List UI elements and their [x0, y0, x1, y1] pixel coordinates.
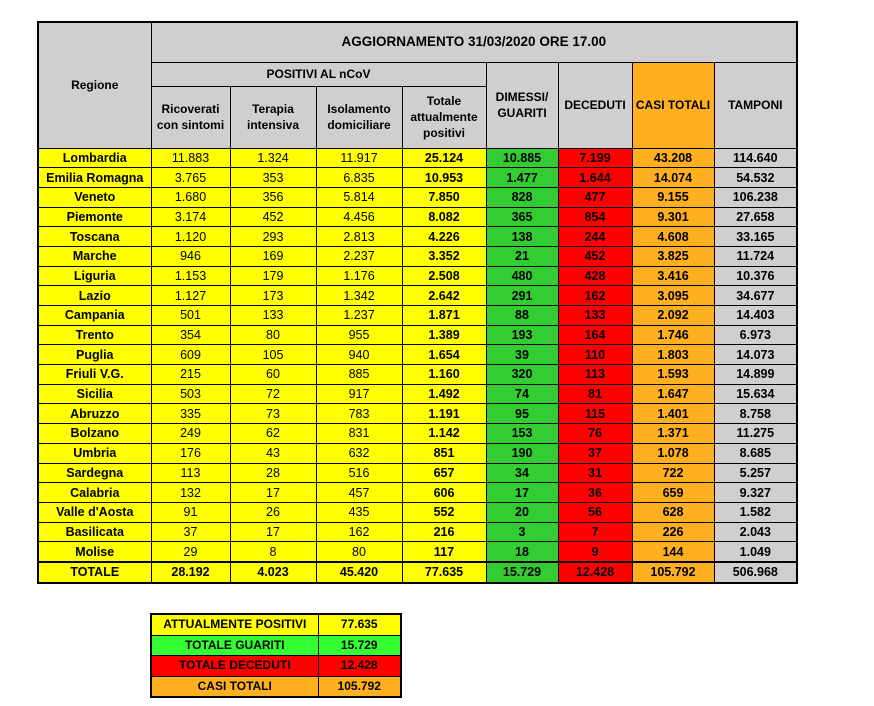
cell-deceduti: 81: [558, 384, 632, 404]
cell-totale-positivi: 2.642: [402, 286, 486, 306]
cell-totale-positivi: 8.082: [402, 207, 486, 227]
cell-tamponi: 14.403: [714, 306, 797, 326]
cell-terapia: 62: [230, 424, 316, 444]
cell-isolamento: 1.176: [316, 266, 402, 286]
cell-ricoverati: 609: [151, 345, 230, 365]
summary-label: TOTALE GUARITI: [151, 635, 318, 656]
cell-casi-totali: 1.746: [632, 325, 714, 345]
table-row: [38, 443, 797, 463]
cell-tamponi: 106.238: [714, 187, 797, 207]
cell-guariti: 153: [486, 424, 558, 444]
cell-guariti: 15.729: [486, 562, 558, 583]
cell-terapia: 105: [230, 345, 316, 365]
cell-isolamento: 2.813: [316, 227, 402, 247]
cell-guariti: 365: [486, 207, 558, 227]
cell-isolamento: 632: [316, 443, 402, 463]
cell-totale-positivi: 851: [402, 443, 486, 463]
table-row: [38, 168, 797, 188]
cell-totale-positivi: 4.226: [402, 227, 486, 247]
cell-ricoverati: 28.192: [151, 562, 230, 583]
cell-totale-positivi: 3.352: [402, 246, 486, 266]
cell-tamponi: 8.758: [714, 404, 797, 424]
table-row: [38, 207, 797, 227]
cell-ricoverati: 3.765: [151, 168, 230, 188]
header-deceduti: DECEDUTI: [558, 62, 632, 148]
cell-regione: Marche: [38, 246, 151, 266]
cell-totale-positivi: 1.654: [402, 345, 486, 365]
cell-totale-positivi: 657: [402, 463, 486, 483]
cell-regione: Trento: [38, 325, 151, 345]
cell-isolamento: 5.814: [316, 187, 402, 207]
cell-terapia: 179: [230, 266, 316, 286]
cell-guariti: 88: [486, 306, 558, 326]
cell-casi-totali: 226: [632, 522, 714, 542]
table-row: [38, 325, 797, 345]
cell-ricoverati: 1.153: [151, 266, 230, 286]
cell-isolamento: 80: [316, 542, 402, 562]
cell-terapia: 169: [230, 246, 316, 266]
cell-ricoverati: 1.120: [151, 227, 230, 247]
cell-tamponi: 6.973: [714, 325, 797, 345]
cell-regione: Abruzzo: [38, 404, 151, 424]
table-row: [38, 306, 797, 326]
cell-deceduti: 37: [558, 443, 632, 463]
summary-label: ATTUALMENTE POSITIVI: [151, 614, 318, 635]
cell-ricoverati: 11.883: [151, 148, 230, 168]
table-row: [38, 404, 797, 424]
cell-ricoverati: 1.127: [151, 286, 230, 306]
cell-tamponi: 11.724: [714, 246, 797, 266]
cell-casi-totali: 1.803: [632, 345, 714, 365]
header-positivi-group: POSITIVI AL nCoV: [151, 62, 486, 86]
cell-deceduti: 477: [558, 187, 632, 207]
cell-deceduti: 7: [558, 522, 632, 542]
cell-totale-positivi: 25.124: [402, 148, 486, 168]
cell-deceduti: 115: [558, 404, 632, 424]
cell-casi-totali: 3.825: [632, 246, 714, 266]
cell-totale-positivi: 117: [402, 542, 486, 562]
cell-regione: Valle d'Aosta: [38, 502, 151, 522]
header-casi-totali: CASI TOTALI: [632, 62, 714, 148]
cell-isolamento: 516: [316, 463, 402, 483]
cell-guariti: 21: [486, 246, 558, 266]
cell-deceduti: 9: [558, 542, 632, 562]
cell-casi-totali: 628: [632, 502, 714, 522]
cell-casi-totali: 14.074: [632, 168, 714, 188]
cell-deceduti: 452: [558, 246, 632, 266]
table-row: [38, 266, 797, 286]
cell-regione: Umbria: [38, 443, 151, 463]
cell-regione: Friuli V.G.: [38, 365, 151, 385]
cell-guariti: 138: [486, 227, 558, 247]
cell-regione: Toscana: [38, 227, 151, 247]
cell-terapia: 353: [230, 168, 316, 188]
cell-terapia: 452: [230, 207, 316, 227]
cell-ricoverati: 215: [151, 365, 230, 385]
cell-regione: Sicilia: [38, 384, 151, 404]
header-regione: Regione: [38, 22, 151, 148]
cell-ricoverati: 3.174: [151, 207, 230, 227]
cell-totale-positivi: 1.871: [402, 306, 486, 326]
cell-casi-totali: 1.593: [632, 365, 714, 385]
cell-ricoverati: 503: [151, 384, 230, 404]
cell-tamponi: 15.634: [714, 384, 797, 404]
cell-isolamento: 940: [316, 345, 402, 365]
cell-ricoverati: 176: [151, 443, 230, 463]
cell-regione: Basilicata: [38, 522, 151, 542]
header-dimessi-guariti: DIMESSI/ GUARITI: [486, 62, 558, 148]
table-row: [38, 345, 797, 365]
cell-deceduti: 244: [558, 227, 632, 247]
cell-terapia: 1.324: [230, 148, 316, 168]
cell-ricoverati: 946: [151, 246, 230, 266]
cell-isolamento: 955: [316, 325, 402, 345]
cell-tamponi: 2.043: [714, 522, 797, 542]
cell-regione: Molise: [38, 542, 151, 562]
cell-regione: Campania: [38, 306, 151, 326]
cell-guariti: 3: [486, 522, 558, 542]
cell-tamponi: 8.685: [714, 443, 797, 463]
header-isolamento: Isolamento domiciliare: [316, 86, 402, 148]
cell-regione: Bolzano: [38, 424, 151, 444]
cell-guariti: 193: [486, 325, 558, 345]
cell-guariti: 18: [486, 542, 558, 562]
cell-deceduti: 428: [558, 266, 632, 286]
cell-isolamento: 1.237: [316, 306, 402, 326]
cell-guariti: 320: [486, 365, 558, 385]
summary-row-deceduti: [151, 656, 401, 677]
cell-casi-totali: 105.792: [632, 562, 714, 583]
cell-isolamento: 831: [316, 424, 402, 444]
cell-isolamento: 457: [316, 483, 402, 503]
table-row: [38, 483, 797, 503]
cell-casi-totali: 9.155: [632, 187, 714, 207]
table-row: [38, 365, 797, 385]
cell-totale-positivi: 2.508: [402, 266, 486, 286]
cell-casi-totali: 659: [632, 483, 714, 503]
totale-row: [38, 562, 797, 583]
cell-totale-positivi: 10.953: [402, 168, 486, 188]
cell-tamponi: 27.658: [714, 207, 797, 227]
cell-ricoverati: 113: [151, 463, 230, 483]
cell-terapia: 356: [230, 187, 316, 207]
cell-casi-totali: 3.416: [632, 266, 714, 286]
cell-isolamento: 917: [316, 384, 402, 404]
table-row: [38, 384, 797, 404]
cell-casi-totali: 4.608: [632, 227, 714, 247]
cell-casi-totali: 1.371: [632, 424, 714, 444]
cell-terapia: 17: [230, 522, 316, 542]
cell-ricoverati: 91: [151, 502, 230, 522]
cell-tamponi: 14.073: [714, 345, 797, 365]
cell-isolamento: 4.456: [316, 207, 402, 227]
cell-tamponi: 10.376: [714, 266, 797, 286]
cell-terapia: 73: [230, 404, 316, 424]
cell-regione: Emilia Romagna: [38, 168, 151, 188]
cell-isolamento: 1.342: [316, 286, 402, 306]
cell-isolamento: 162: [316, 522, 402, 542]
cell-regione: Puglia: [38, 345, 151, 365]
cell-casi-totali: 9.301: [632, 207, 714, 227]
cell-regione: Veneto: [38, 187, 151, 207]
summary-row-positivi: [151, 614, 401, 635]
cell-tamponi: 114.640: [714, 148, 797, 168]
cell-casi-totali: 3.095: [632, 286, 714, 306]
cell-totale-positivi: 1.142: [402, 424, 486, 444]
summary-table: [150, 613, 402, 698]
cell-guariti: 39: [486, 345, 558, 365]
cell-tamponi: 54.532: [714, 168, 797, 188]
cell-tamponi: 506.968: [714, 562, 797, 583]
cell-deceduti: 133: [558, 306, 632, 326]
cell-ricoverati: 354: [151, 325, 230, 345]
cell-guariti: 291: [486, 286, 558, 306]
cell-ricoverati: 335: [151, 404, 230, 424]
cell-terapia: 72: [230, 384, 316, 404]
cell-deceduti: 113: [558, 365, 632, 385]
cell-casi-totali: 1.401: [632, 404, 714, 424]
cell-casi-totali: 43.208: [632, 148, 714, 168]
cell-terapia: 26: [230, 502, 316, 522]
cell-casi-totali: 1.078: [632, 443, 714, 463]
cell-guariti: 34: [486, 463, 558, 483]
cell-regione: Piemonte: [38, 207, 151, 227]
cell-isolamento: 783: [316, 404, 402, 424]
cell-terapia: 293: [230, 227, 316, 247]
cell-guariti: 17: [486, 483, 558, 503]
cell-guariti: 190: [486, 443, 558, 463]
cell-totale-positivi: 7.850: [402, 187, 486, 207]
cell-ricoverati: 37: [151, 522, 230, 542]
cell-ricoverati: 29: [151, 542, 230, 562]
cell-terapia: 60: [230, 365, 316, 385]
cell-deceduti: 162: [558, 286, 632, 306]
cell-deceduti: 1.644: [558, 168, 632, 188]
cell-tamponi: 34.677: [714, 286, 797, 306]
cell-totale-positivi: 77.635: [402, 562, 486, 583]
cell-casi-totali: 722: [632, 463, 714, 483]
cell-ricoverati: 249: [151, 424, 230, 444]
cell-deceduti: 164: [558, 325, 632, 345]
cell-deceduti: 854: [558, 207, 632, 227]
cell-regione: TOTALE: [38, 562, 151, 583]
table-row: [38, 227, 797, 247]
cell-isolamento: 6.835: [316, 168, 402, 188]
cell-guariti: 20: [486, 502, 558, 522]
cell-ricoverati: 132: [151, 483, 230, 503]
cell-tamponi: 1.049: [714, 542, 797, 562]
header-terapia-intensiva: Terapia intensiva: [230, 86, 316, 148]
cell-terapia: 43: [230, 443, 316, 463]
cell-terapia: 8: [230, 542, 316, 562]
cell-deceduti: 76: [558, 424, 632, 444]
cell-tamponi: 11.275: [714, 424, 797, 444]
cell-tamponi: 33.165: [714, 227, 797, 247]
cell-terapia: 133: [230, 306, 316, 326]
cell-deceduti: 12.428: [558, 562, 632, 583]
cell-guariti: 1.477: [486, 168, 558, 188]
cell-guariti: 828: [486, 187, 558, 207]
cell-tamponi: 1.582: [714, 502, 797, 522]
cell-terapia: 17: [230, 483, 316, 503]
table-row: [38, 187, 797, 207]
cell-casi-totali: 2.092: [632, 306, 714, 326]
cell-guariti: 480: [486, 266, 558, 286]
cell-guariti: 10.885: [486, 148, 558, 168]
cell-totale-positivi: 552: [402, 502, 486, 522]
cell-totale-positivi: 1.191: [402, 404, 486, 424]
cell-regione: Liguria: [38, 266, 151, 286]
cell-isolamento: 435: [316, 502, 402, 522]
cell-deceduti: 31: [558, 463, 632, 483]
summary-row-casi: [151, 676, 401, 697]
summary-value: 105.792: [318, 676, 401, 697]
table-body: [38, 148, 797, 583]
summary-value: 77.635: [318, 614, 401, 635]
cell-ricoverati: 501: [151, 306, 230, 326]
cell-isolamento: 2.237: [316, 246, 402, 266]
table-row: [38, 542, 797, 562]
cell-terapia: 4.023: [230, 562, 316, 583]
cell-regione: Calabria: [38, 483, 151, 503]
cell-deceduti: 7.199: [558, 148, 632, 168]
header-totale-positivi: Totale attualmente positivi: [402, 86, 486, 148]
table-row: [38, 502, 797, 522]
cell-regione: Lazio: [38, 286, 151, 306]
cell-isolamento: 11.917: [316, 148, 402, 168]
cell-isolamento: 885: [316, 365, 402, 385]
cell-totale-positivi: 1.492: [402, 384, 486, 404]
cell-tamponi: 5.257: [714, 463, 797, 483]
table-row: [38, 463, 797, 483]
table-row: [38, 286, 797, 306]
cell-totale-positivi: 1.160: [402, 365, 486, 385]
table-row: [38, 522, 797, 542]
table-row: [38, 246, 797, 266]
cell-isolamento: 45.420: [316, 562, 402, 583]
table-row: [38, 148, 797, 168]
cell-terapia: 173: [230, 286, 316, 306]
cell-terapia: 28: [230, 463, 316, 483]
summary-label: CASI TOTALI: [151, 676, 318, 697]
cell-totale-positivi: 216: [402, 522, 486, 542]
cell-terapia: 80: [230, 325, 316, 345]
header-tamponi: TAMPONI: [714, 62, 797, 148]
header-update-title: AGGIORNAMENTO 31/03/2020 ORE 17.00: [151, 22, 797, 62]
cell-casi-totali: 1.647: [632, 384, 714, 404]
summary-value: 12.428: [318, 656, 401, 677]
cell-deceduti: 110: [558, 345, 632, 365]
header-ricoverati: Ricoverati con sintomi: [151, 86, 230, 148]
summary-label: TOTALE DECEDUTI: [151, 656, 318, 677]
summary-value: 15.729: [318, 635, 401, 656]
covid-data-table: [37, 21, 798, 584]
cell-tamponi: 9.327: [714, 483, 797, 503]
cell-guariti: 95: [486, 404, 558, 424]
cell-regione: Sardegna: [38, 463, 151, 483]
table-row: [38, 424, 797, 444]
cell-deceduti: 56: [558, 502, 632, 522]
cell-tamponi: 14.899: [714, 365, 797, 385]
cell-totale-positivi: 606: [402, 483, 486, 503]
cell-ricoverati: 1.680: [151, 187, 230, 207]
cell-casi-totali: 144: [632, 542, 714, 562]
cell-totale-positivi: 1.389: [402, 325, 486, 345]
cell-deceduti: 36: [558, 483, 632, 503]
cell-guariti: 74: [486, 384, 558, 404]
cell-regione: Lombardia: [38, 148, 151, 168]
summary-row-guariti: [151, 635, 401, 656]
